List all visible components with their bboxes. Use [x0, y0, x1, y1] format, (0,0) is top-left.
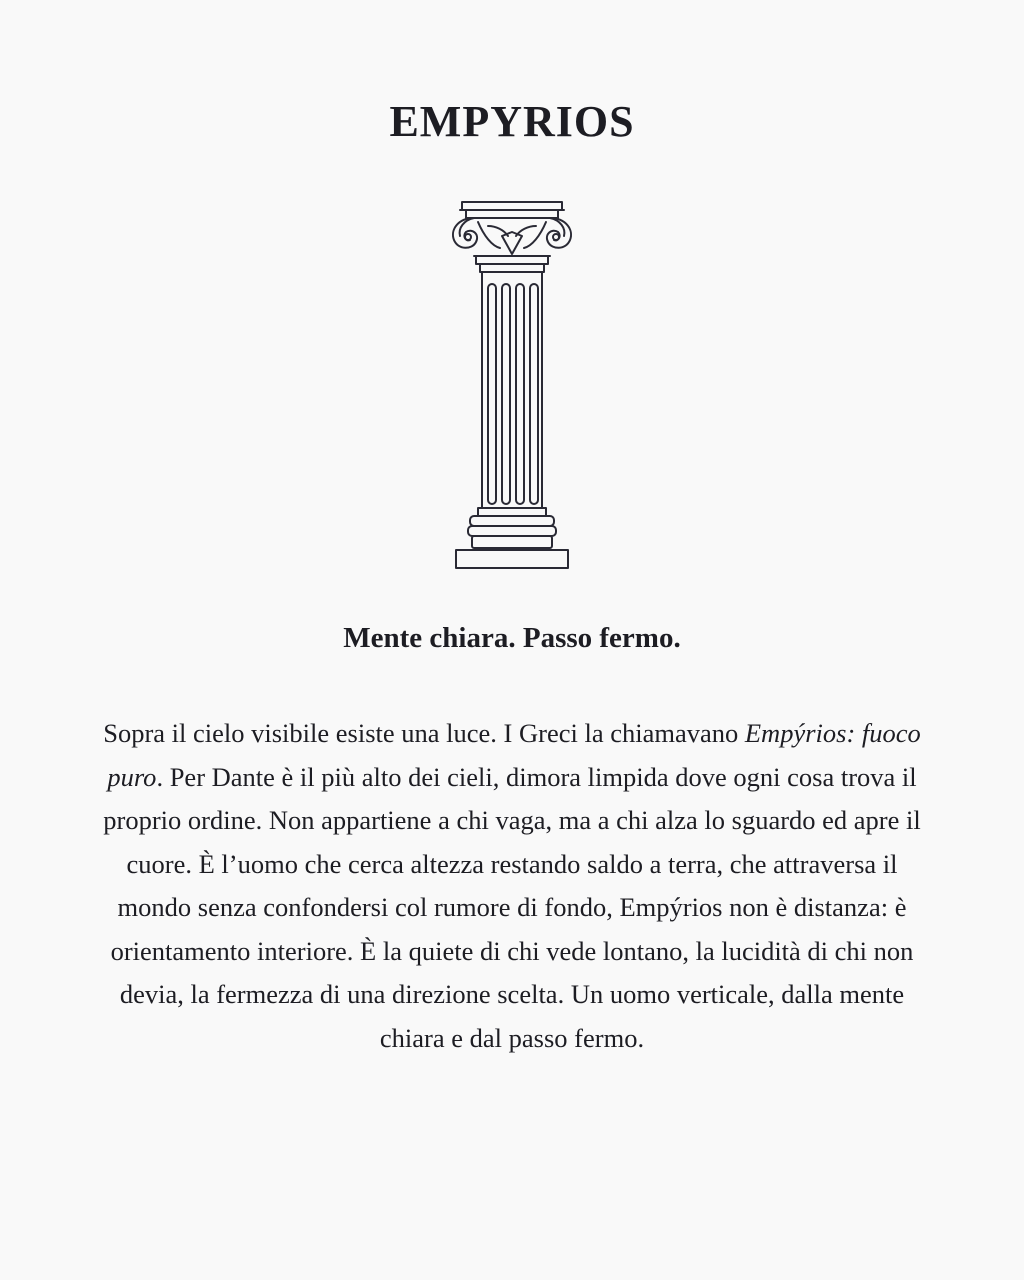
- tagline: Mente chiara. Passo fermo.: [343, 622, 681, 654]
- ionic-column-icon: [444, 196, 580, 572]
- body-paragraph: [102, 712, 922, 1060]
- body-rest: . Per Dante è il più alto dei cieli, dimora limpida dove ogni cosa trova il proprio ordine. Non appartiene a chi vaga, ma a chi alza lo sguardo ed apre il cuore. È l’uomo che cerca altezza restando saldo a terra, che attraversa il mondo senza confondersi col rumore di fondo, Empýrios non è distanza: è orientamento interiore. È la quiete di chi vede lontano, la lucidità di chi non devia, la fermezza di una direzione scelta. Un uomo verticale, dalla mente chiara e dal passo fermo.: [103, 761, 921, 1053]
- body-emphasis: Empýrios: fuoco puro: [107, 718, 921, 792]
- page-title: EMPYRIOS: [389, 97, 635, 146]
- body-lead: Sopra il cielo visibile esiste una luce. I Greci la chiamavano: [103, 718, 739, 748]
